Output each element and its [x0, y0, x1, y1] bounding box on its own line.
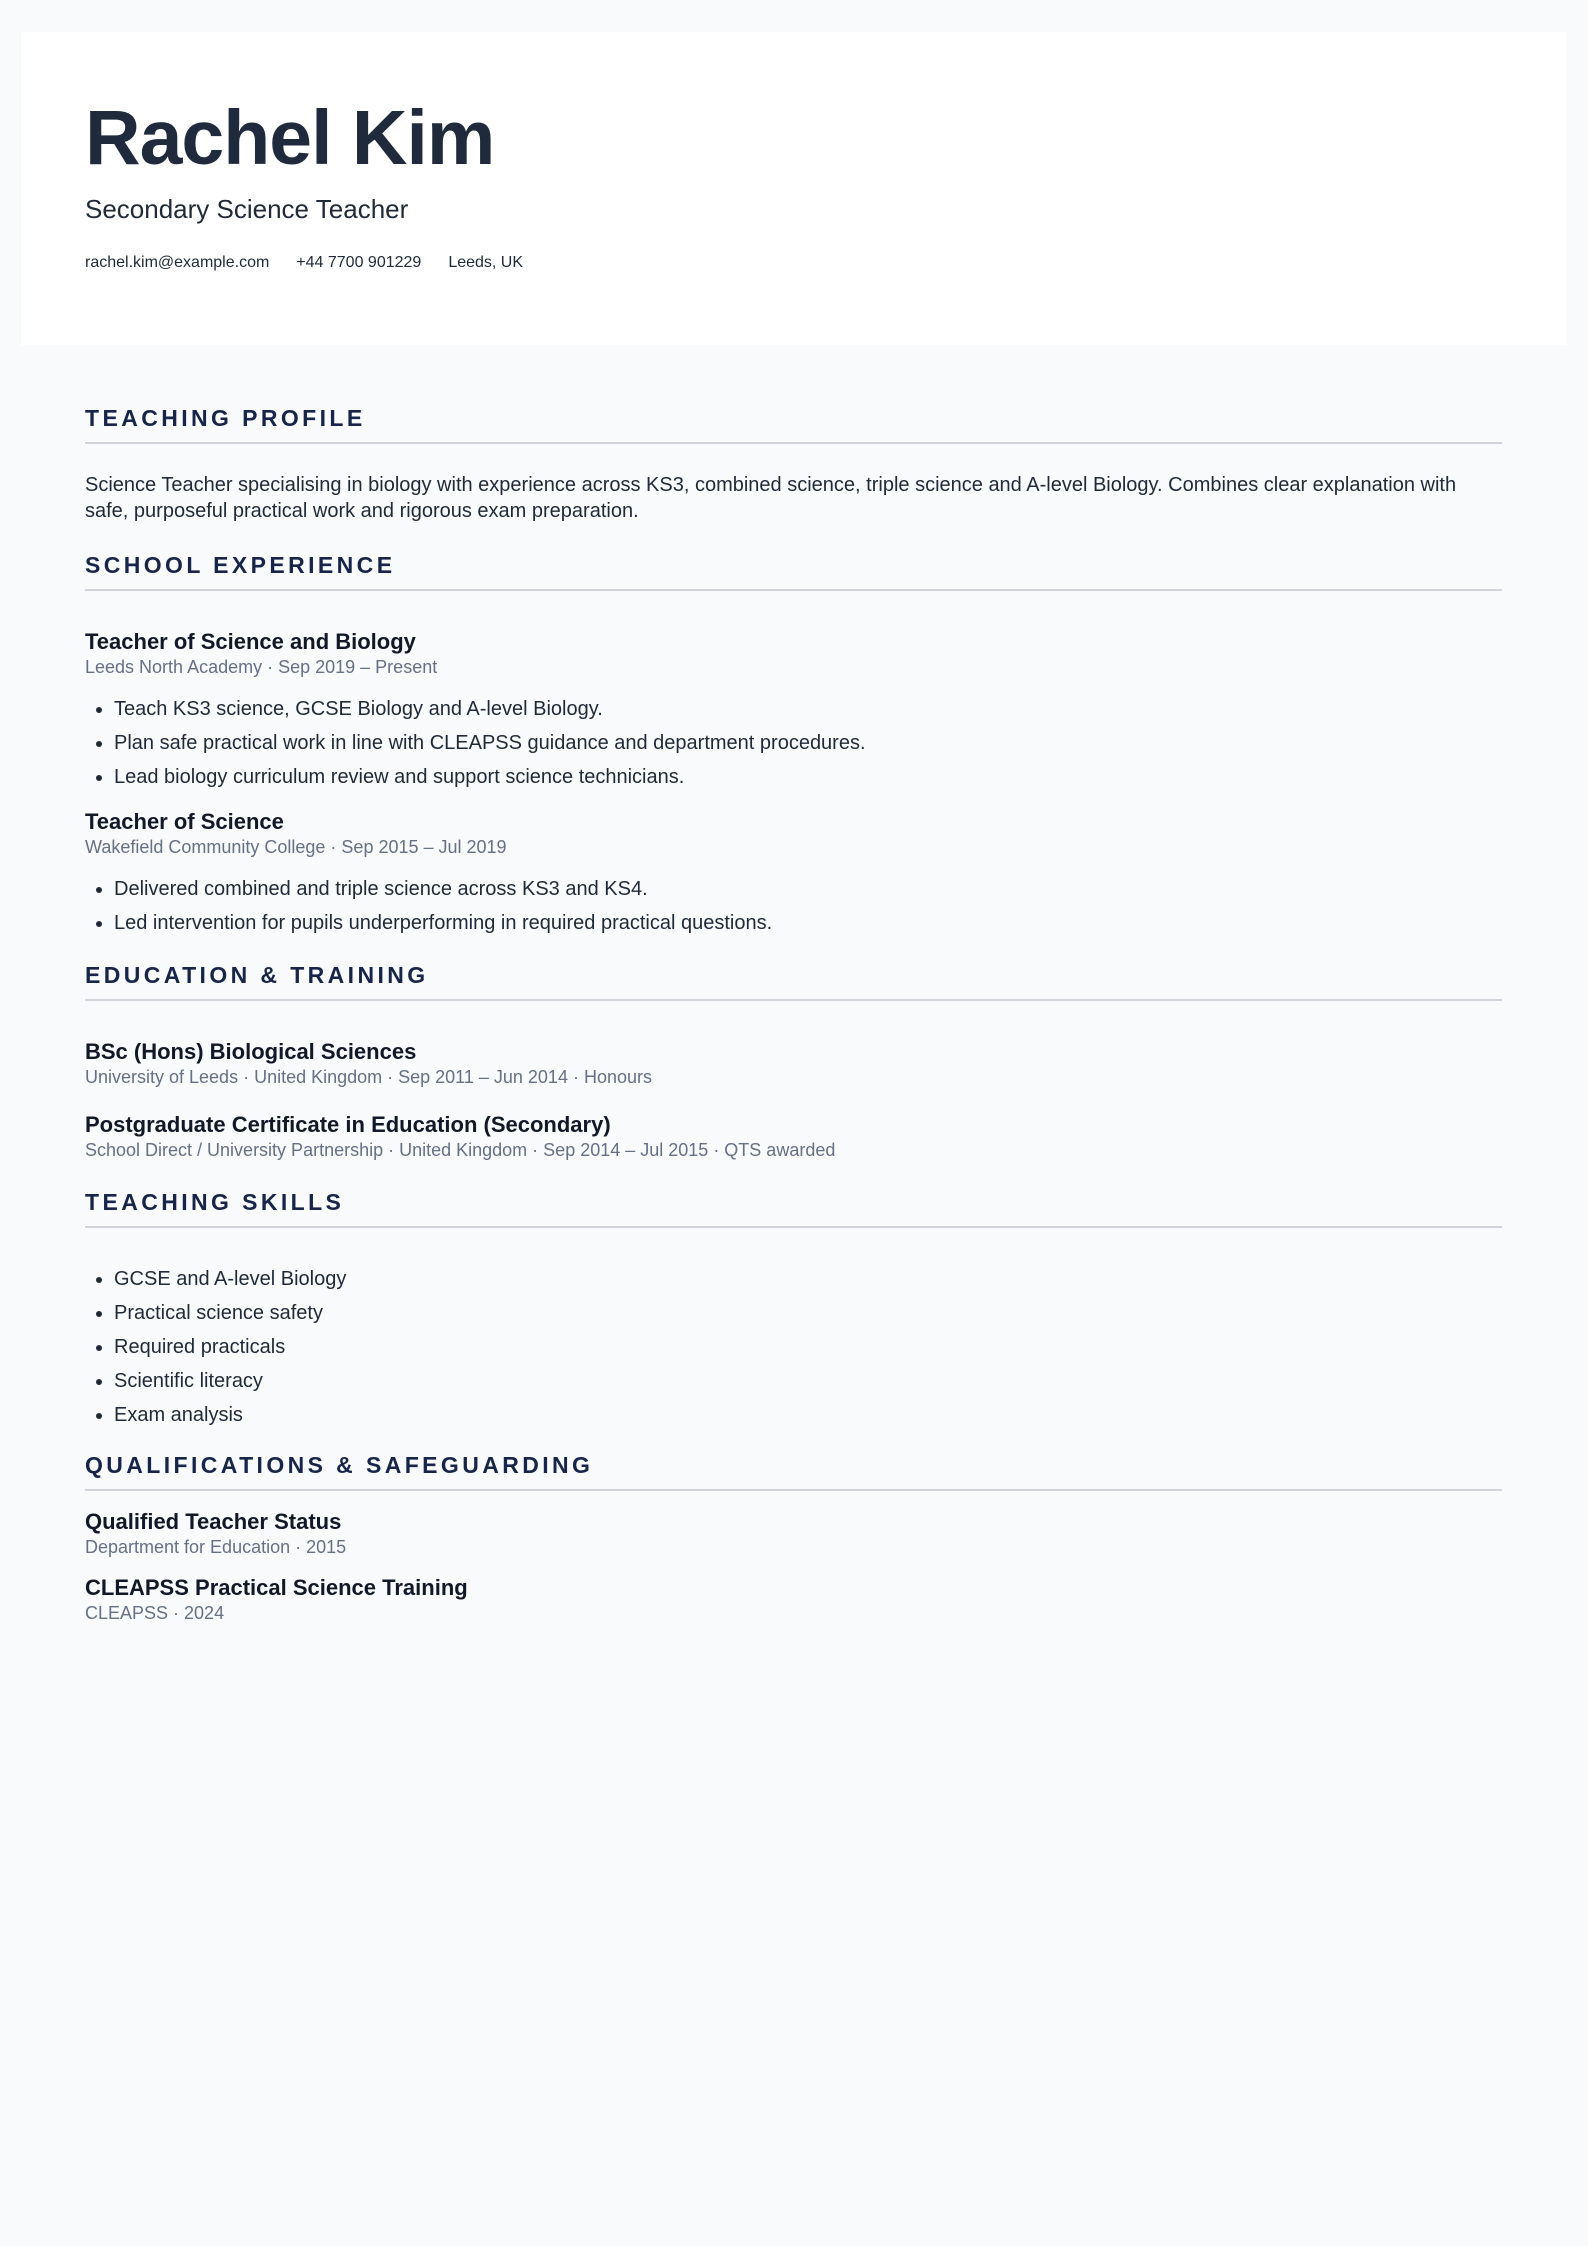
job-bullet: • Led intervention for pupils underperforming in required practical questions.	[114, 906, 1502, 940]
education-meta: School Direct / University Partnership · United Kingdom · Sep 2014 – Jul 2015 · QTS awarded	[85, 1140, 836, 1160]
job-entry	[85, 809, 1502, 940]
job-bullet: • Lead biology curriculum review and support science technicians.	[114, 760, 1502, 794]
section-title: TEACHING SKILLS	[85, 1189, 345, 1215]
section-title: TEACHING PROFILE	[85, 405, 366, 431]
contact-location: Leeds, UK	[448, 254, 524, 271]
job-role: Teacher of Science	[85, 809, 284, 834]
education-degree: BSc (Hons) Biological Sciences	[85, 1039, 417, 1064]
section-divider	[85, 442, 1502, 444]
qualification-entry	[85, 1575, 1502, 1625]
candidate-role: Secondary Science Teacher	[85, 194, 409, 224]
job-meta: Wakefield Community College · Sep 2015 – Jul 2019	[85, 837, 507, 857]
section-divider	[85, 589, 1502, 591]
profile-summary: Science Teacher specialising in biology with experience across KS3, combined science, triple science and A-level Biology. Combines clear explanation with safe, purposeful practical work and rigorous exam preparation.	[85, 474, 1457, 522]
section-teaching-profile	[85, 400, 1502, 524]
qualification-name: CLEAPSS Practical Science Training	[85, 1575, 468, 1600]
resume-body	[85, 400, 1502, 1625]
skill-item: • Practical science safety	[114, 1296, 1502, 1330]
job-entry	[85, 629, 1502, 794]
job-bullets	[85, 872, 1502, 940]
qualification-name: Qualified Teacher Status	[85, 1509, 342, 1534]
section-divider	[85, 1226, 1502, 1228]
qualification-entry	[85, 1509, 1502, 1559]
resume-header	[21, 32, 1567, 345]
education-entry	[85, 1039, 1502, 1089]
job-role: Teacher of Science and Biology	[85, 629, 416, 654]
section-title: SCHOOL EXPERIENCE	[85, 552, 396, 578]
skills-list	[85, 1262, 1502, 1432]
section-school-experience	[85, 547, 1502, 940]
section-divider	[85, 1489, 1502, 1491]
contact-phone[interactable]: +44 7700 901229	[296, 254, 422, 271]
job-bullet: • Plan safe practical work in line with CLEAPSS guidance and department procedures.	[114, 726, 1502, 760]
education-degree: Postgraduate Certificate in Education (Secondary)	[85, 1112, 611, 1137]
qualification-meta: CLEAPSS · 2024	[85, 1603, 225, 1623]
skill-item: • Exam analysis	[114, 1398, 1502, 1432]
contact-email[interactable]: rachel.kim@example.com	[85, 254, 270, 271]
section-title: QUALIFICATIONS & SAFEGUARDING	[85, 1452, 594, 1478]
skill-item: • Required practicals	[114, 1330, 1502, 1364]
job-bullets	[85, 692, 1502, 794]
qualification-meta: Department for Education · 2015	[85, 1537, 347, 1557]
job-bullet: • Teach KS3 science, GCSE Biology and A-level Biology.	[114, 692, 1502, 726]
candidate-name: Rachel Kim	[85, 95, 495, 181]
skill-item: • GCSE and A-level Biology	[114, 1262, 1502, 1296]
section-education-training	[85, 957, 1502, 1162]
contact-line	[85, 254, 550, 272]
education-entry	[85, 1112, 1502, 1162]
skill-item: • Scientific literacy	[114, 1364, 1502, 1398]
job-bullet: • Delivered combined and triple science across KS3 and KS4.	[114, 872, 1502, 906]
section-title: EDUCATION & TRAINING	[85, 962, 429, 988]
education-meta: University of Leeds · United Kingdom · Sep 2011 – Jun 2014 · Honours	[85, 1067, 652, 1087]
section-teaching-skills	[85, 1184, 1502, 1432]
section-qualifications-safeguarding	[85, 1447, 1502, 1625]
job-meta: Leeds North Academy · Sep 2019 – Present	[85, 657, 438, 677]
section-divider	[85, 999, 1502, 1001]
